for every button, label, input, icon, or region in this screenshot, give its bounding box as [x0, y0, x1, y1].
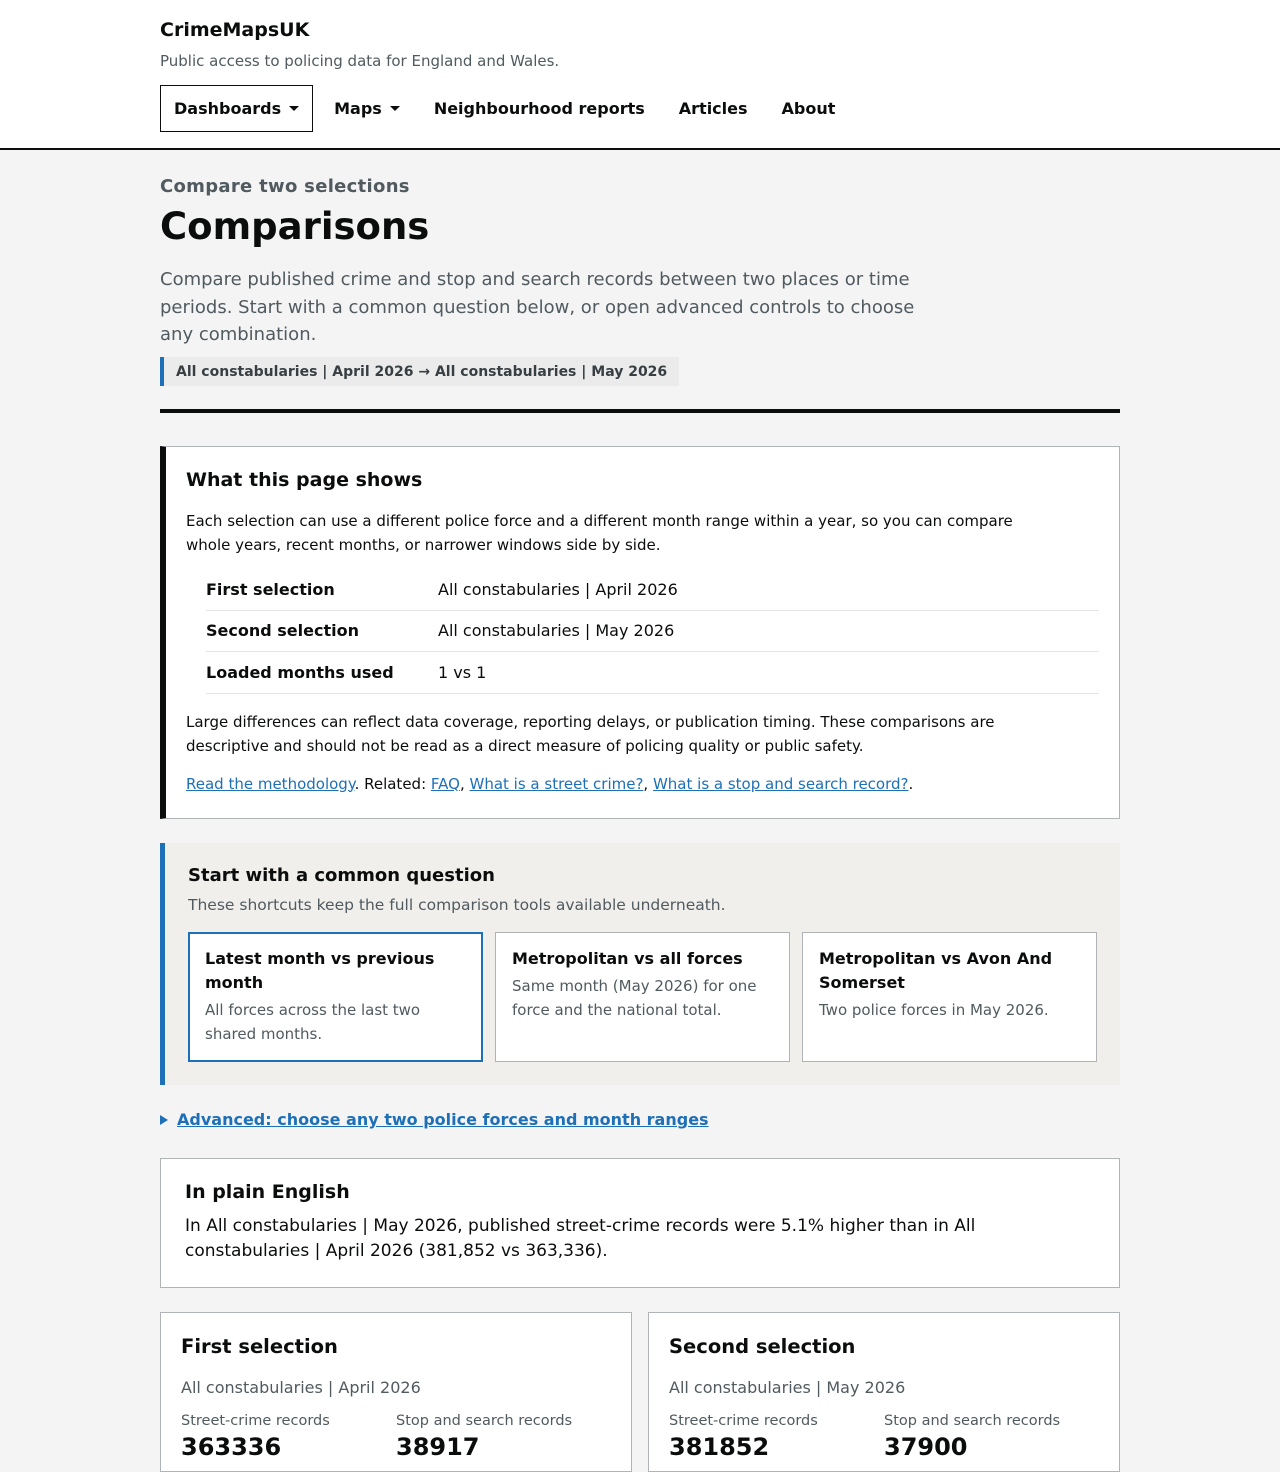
- question-card-metropolitan-vs-avon[interactable]: [802, 932, 1097, 1062]
- questions-subtitle: These shortcuts keep the full comparison tools available underneath.: [188, 896, 726, 914]
- section-divider: [160, 409, 1120, 413]
- metric-value: 381852: [669, 1433, 770, 1461]
- metric-label: Stop and search records: [884, 1413, 1061, 1429]
- what-this-page-shows-panel: [160, 446, 1120, 819]
- first-selection-card: [160, 1312, 632, 1472]
- summary-key: First selection: [206, 579, 335, 599]
- metric-label: Street-crime records: [181, 1413, 330, 1429]
- question-card-desc: Two police forces in May 2026.: [819, 1001, 1049, 1019]
- selection-label: All constabularies | April 2026: [181, 1378, 421, 1397]
- street-crime-metric: [669, 1413, 884, 1461]
- questions-title: Start with a common question: [188, 865, 495, 886]
- summary-key: Second selection: [206, 621, 359, 641]
- second-selection-card: [648, 1312, 1120, 1472]
- info-description: Each selection can use a different police force and a different month range within a year, so you can compare whole years, recent months, or narrower windows side by side.: [186, 512, 1013, 554]
- triangle-right-icon: [160, 1115, 168, 1125]
- summary-value: All constabularies | April 2026: [438, 579, 678, 599]
- links-end: .: [908, 774, 914, 793]
- question-card-title: Latest month vs previous month: [205, 949, 435, 992]
- selection-summary-list: [206, 569, 1099, 694]
- faq-link[interactable]: FAQ: [430, 774, 460, 793]
- summary-row: [206, 611, 1099, 653]
- plain-english-panel: [160, 1158, 1120, 1288]
- question-card-latest-vs-previous[interactable]: [188, 932, 483, 1062]
- caret-down-icon: [289, 106, 299, 111]
- site-brand[interactable]: CrimeMapsUK: [160, 19, 310, 41]
- selection-metrics: [669, 1413, 1099, 1461]
- link-separator: ,: [643, 774, 653, 793]
- question-card-title: Metropolitan vs all forces: [512, 949, 743, 968]
- selection-label: All constabularies | May 2026: [669, 1378, 906, 1397]
- info-title: What this page shows: [186, 469, 423, 491]
- stop-search-metric: [396, 1413, 611, 1461]
- caret-down-icon: [390, 106, 400, 111]
- nav-dashboards-label: Dashboards: [174, 99, 282, 118]
- page-lede: Compare published crime and stop and search records between two places or time periods. Start with a common question below, or open advanced controls to choose any combination.: [160, 269, 915, 345]
- metric-label: Stop and search records: [396, 1413, 573, 1429]
- page-eyebrow: Compare two selections: [160, 176, 410, 197]
- question-card-desc: Same month (May 2026) for one force and the national total.: [512, 977, 757, 1019]
- site-header: [0, 0, 1280, 150]
- nav-about[interactable]: About: [781, 99, 836, 118]
- related-label: . Related:: [354, 774, 431, 793]
- summary-row: [206, 652, 1099, 694]
- selection-title: First selection: [181, 1335, 338, 1358]
- plain-text: In All constabularies | May 2026, published street-crime records were 5.1% higher than in All constabularies | April 2026 (381,852 vs 363,336).: [185, 1216, 976, 1261]
- advanced-toggle[interactable]: [160, 1110, 709, 1129]
- link-separator: ,: [459, 774, 470, 793]
- main-nav: [160, 85, 856, 132]
- summary-row: [206, 569, 1099, 611]
- summary-value: 1 vs 1: [438, 662, 487, 682]
- page-title: Comparisons: [160, 205, 430, 248]
- metric-value: 38917: [396, 1433, 480, 1461]
- info-note: Large differences can reflect data coverage, reporting delays, or publication timing. These comparisons are descriptive and should not be read as a direct measure of policing quality or public safety.: [186, 712, 995, 755]
- stop-search-metric: [884, 1413, 1099, 1461]
- methodology-link[interactable]: Read the methodology: [186, 774, 355, 793]
- summary-key: Loaded months used: [206, 662, 394, 682]
- stop-search-link[interactable]: What is a stop and search record?: [652, 774, 909, 793]
- site-tagline: Public access to policing data for England and Wales.: [160, 52, 560, 70]
- nav-maps[interactable]: [321, 85, 413, 132]
- summary-value: All constabularies | May 2026: [438, 621, 675, 641]
- question-card-title: Metropolitan vs Avon And Somerset: [819, 949, 1053, 992]
- street-crime-link[interactable]: What is a street crime?: [469, 774, 644, 793]
- nav-maps-label: Maps: [334, 99, 382, 118]
- metric-value: 363336: [181, 1433, 282, 1461]
- nav-neighbourhood-reports[interactable]: Neighbourhood reports: [433, 99, 645, 118]
- common-questions-panel: [160, 843, 1120, 1085]
- metric-value: 37900: [884, 1433, 968, 1461]
- question-card-desc: All forces across the last two shared months.: [205, 1001, 421, 1043]
- selection-metrics: [181, 1413, 611, 1461]
- question-card-metropolitan-vs-all[interactable]: [495, 932, 790, 1062]
- selection-title: Second selection: [669, 1335, 856, 1358]
- advanced-link[interactable]: Advanced: choose any two police forces and month ranges: [177, 1110, 709, 1129]
- question-cards: [188, 932, 1097, 1062]
- info-links: [186, 772, 1026, 796]
- nav-dashboards[interactable]: [160, 85, 313, 132]
- plain-title: In plain English: [185, 1181, 350, 1203]
- nav-articles[interactable]: Articles: [678, 99, 748, 118]
- metric-label: Street-crime records: [669, 1413, 818, 1429]
- selection-summary-chip: All constabularies | April 2026 → All constabularies | May 2026: [160, 357, 679, 386]
- street-crime-metric: [181, 1413, 396, 1461]
